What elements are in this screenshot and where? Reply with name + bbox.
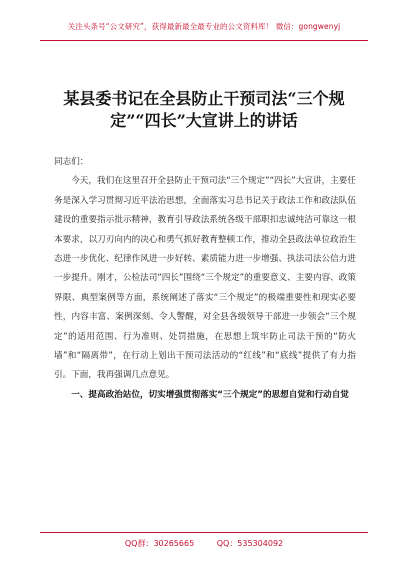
- header-divider: [40, 40, 368, 41]
- document-title: 某县委书记在全县防止干预司法“三个规定”“四长”大宣讲上的讲话: [63, 89, 345, 130]
- header-note: 关注头条号“公文研究”，获得最新最全最专业的公文资料库！ 微信：gongwenyj: [67, 22, 341, 31]
- footer-divider: [40, 532, 368, 533]
- section-heading: 一、提高政治站位，切实增强贯彻落实“三个规定”的思想自觉和行动自觉: [71, 389, 349, 400]
- paragraph: 今天，我们在这里召开全县防止干预司法“三个规定”“四长”大宣讲，主要任务是深入学习贯彻习近平法治思想，全面落实习总书记关于政法工作和政法队伍建设的重要指示批示精神，教育引导政法系统各级干部职扣忠诚纯洁可靠这一根本要求，以刀刃向内的决心和勇气抓好教育整顿工作，推动全县政法单位政治生态进一步优化、纪律作风进一步好转、素质能力进一步增强、执法司法公信力进一步提升。刚才，公检法司“四长”围绕“三个规定”的重要意义、主要内容、政策界限、典型案例等方面，系统阐述了落实“三个规定”的极端重要性和现实必要性，内容丰富、案例深刻、令人警醒，对全县各级领导干部进一步领会“三个规定”的适用范围、行为准则、处罚措施，在思想上筑牢防止司法干预的“防火墙”和“隔离带”，在行动上划出干预司法活动的“红线”和“底线”提供了有力指引。下面，我再强调几点意见。: [54, 176, 356, 381]
- document-body: [54, 153, 356, 405]
- footer-qq: QQ：535304092: [216, 539, 284, 548]
- footer: [0, 538, 408, 549]
- greeting: 同志们：: [54, 157, 89, 167]
- footer-qq-group: QQ群：30265665: [124, 539, 195, 548]
